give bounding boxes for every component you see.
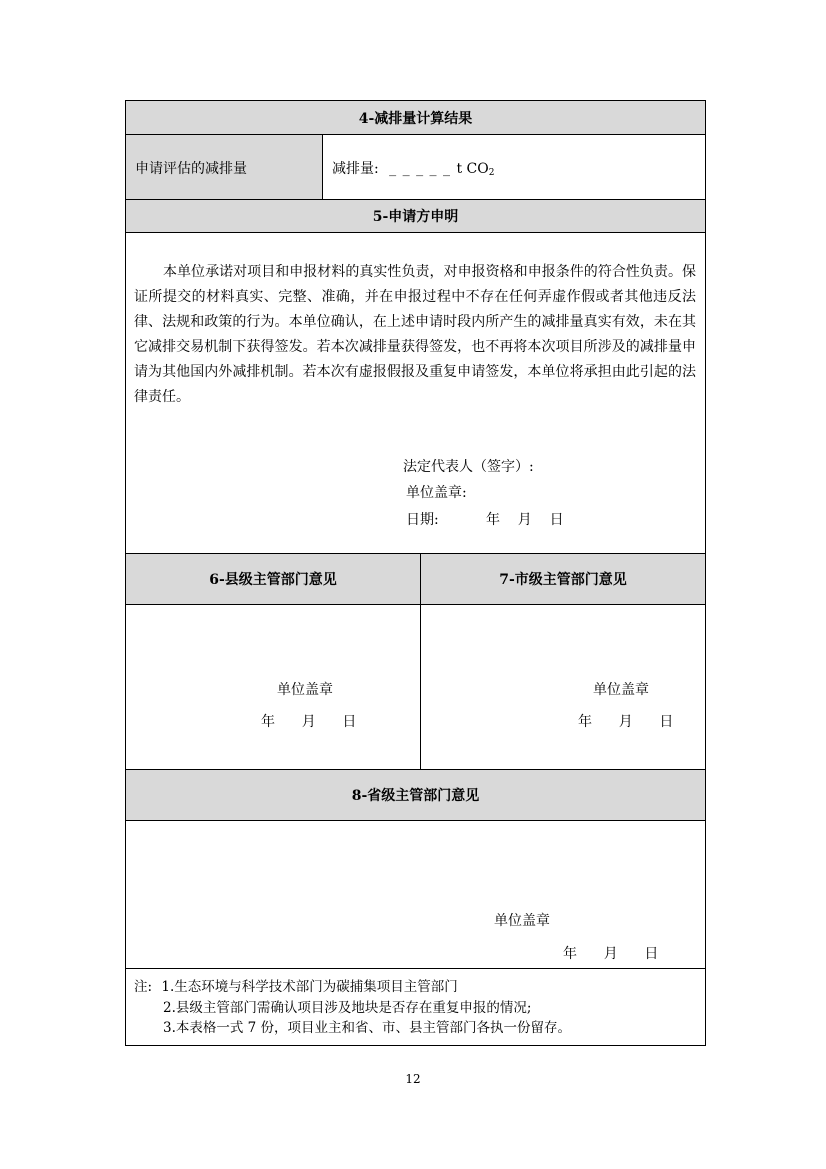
reduction-value-unit: t CO bbox=[456, 161, 489, 177]
note-item-2: 2.县级主管部门需确认项目涉及地块是否存在重复申报的情况; bbox=[163, 999, 532, 1016]
section-6-7-header-row bbox=[126, 554, 705, 605]
section-4-row bbox=[126, 135, 705, 200]
city-date-fields: 年 月 日 bbox=[578, 714, 674, 730]
section-8-header bbox=[126, 770, 705, 821]
section-4-title: 4-减排量计算结果 bbox=[358, 110, 473, 127]
section-5-title: 5-申请方申明 bbox=[372, 209, 459, 225]
section-7-title: 7-市级主管部门意见 bbox=[499, 572, 627, 588]
applicant-seal-label: 单位盖章: bbox=[406, 485, 467, 501]
page-number: 12 bbox=[405, 1072, 421, 1086]
notes-section bbox=[126, 969, 705, 1047]
county-date-fields: 年 月 日 bbox=[261, 714, 357, 730]
section-6-header bbox=[126, 554, 421, 604]
section-5-body bbox=[126, 233, 705, 554]
section-4-header bbox=[126, 101, 705, 135]
province-date-fields: 年 月 日 bbox=[563, 946, 659, 962]
section-8-title: 8-省级主管部门意见 bbox=[351, 788, 480, 804]
section-6-title: 6-县级主管部门意见 bbox=[209, 572, 337, 588]
county-seal-label: 单位盖章 bbox=[277, 682, 333, 698]
note-item-1 bbox=[134, 977, 571, 998]
section-5-header bbox=[126, 200, 705, 233]
notes-list bbox=[134, 977, 571, 1039]
reduction-value-blank: _ _ _ _ _ bbox=[389, 161, 457, 177]
declaration-statement: 本单位承诺对项目和申报材料的真实性负责，对申报资格和申报条件的符合性负责。保证所提交的材料真实、完整、准确，并在申报过程中不存在任何弄虚作假或者其他违反法律、法规和政策的行为。本单位确认，在上述申请时段内所产生的减排量真实有效，未在其它减排交易机制下获得签发。若本次减排量获得签发，也不再将本次项目所涉及的减排量申请为其他国内外减排机制。若本次有虚报假报及重复申请签发，本单位将承担由此引起的法律责任。 bbox=[134, 264, 696, 405]
note-item-3: 3.本表格一式 7 份，项目业主和省、市、县主管部门各执一份留存。 bbox=[163, 1020, 572, 1036]
notes-prefix: 注: bbox=[134, 979, 153, 995]
section-8-body bbox=[126, 821, 705, 969]
declaration-date-fields: 年 月 日 bbox=[486, 512, 564, 528]
section-6-body bbox=[126, 605, 421, 769]
note-text-1: 1.生态环境与科学技术部门为碳捕集项目主管部门 bbox=[161, 979, 458, 995]
reduction-value bbox=[332, 158, 494, 178]
declaration-date-label: 日期: bbox=[406, 512, 439, 528]
reduction-value-prefix: 减排量: bbox=[332, 161, 379, 177]
reduction-label: 申请评估的减排量 bbox=[135, 161, 247, 177]
reduction-label-cell bbox=[126, 135, 323, 199]
section-7-header bbox=[421, 554, 705, 604]
section-6-7-body-row bbox=[126, 605, 705, 770]
reduction-value-unit-sub: 2 bbox=[488, 168, 495, 178]
city-seal-label: 单位盖章 bbox=[593, 682, 649, 698]
application-form bbox=[125, 100, 706, 1046]
province-seal-label: 单位盖章 bbox=[494, 913, 550, 929]
reduction-value-cell bbox=[323, 135, 705, 199]
section-7-body bbox=[421, 605, 705, 769]
legal-rep-signature-label: 法定代表人（签字）: bbox=[403, 459, 534, 475]
